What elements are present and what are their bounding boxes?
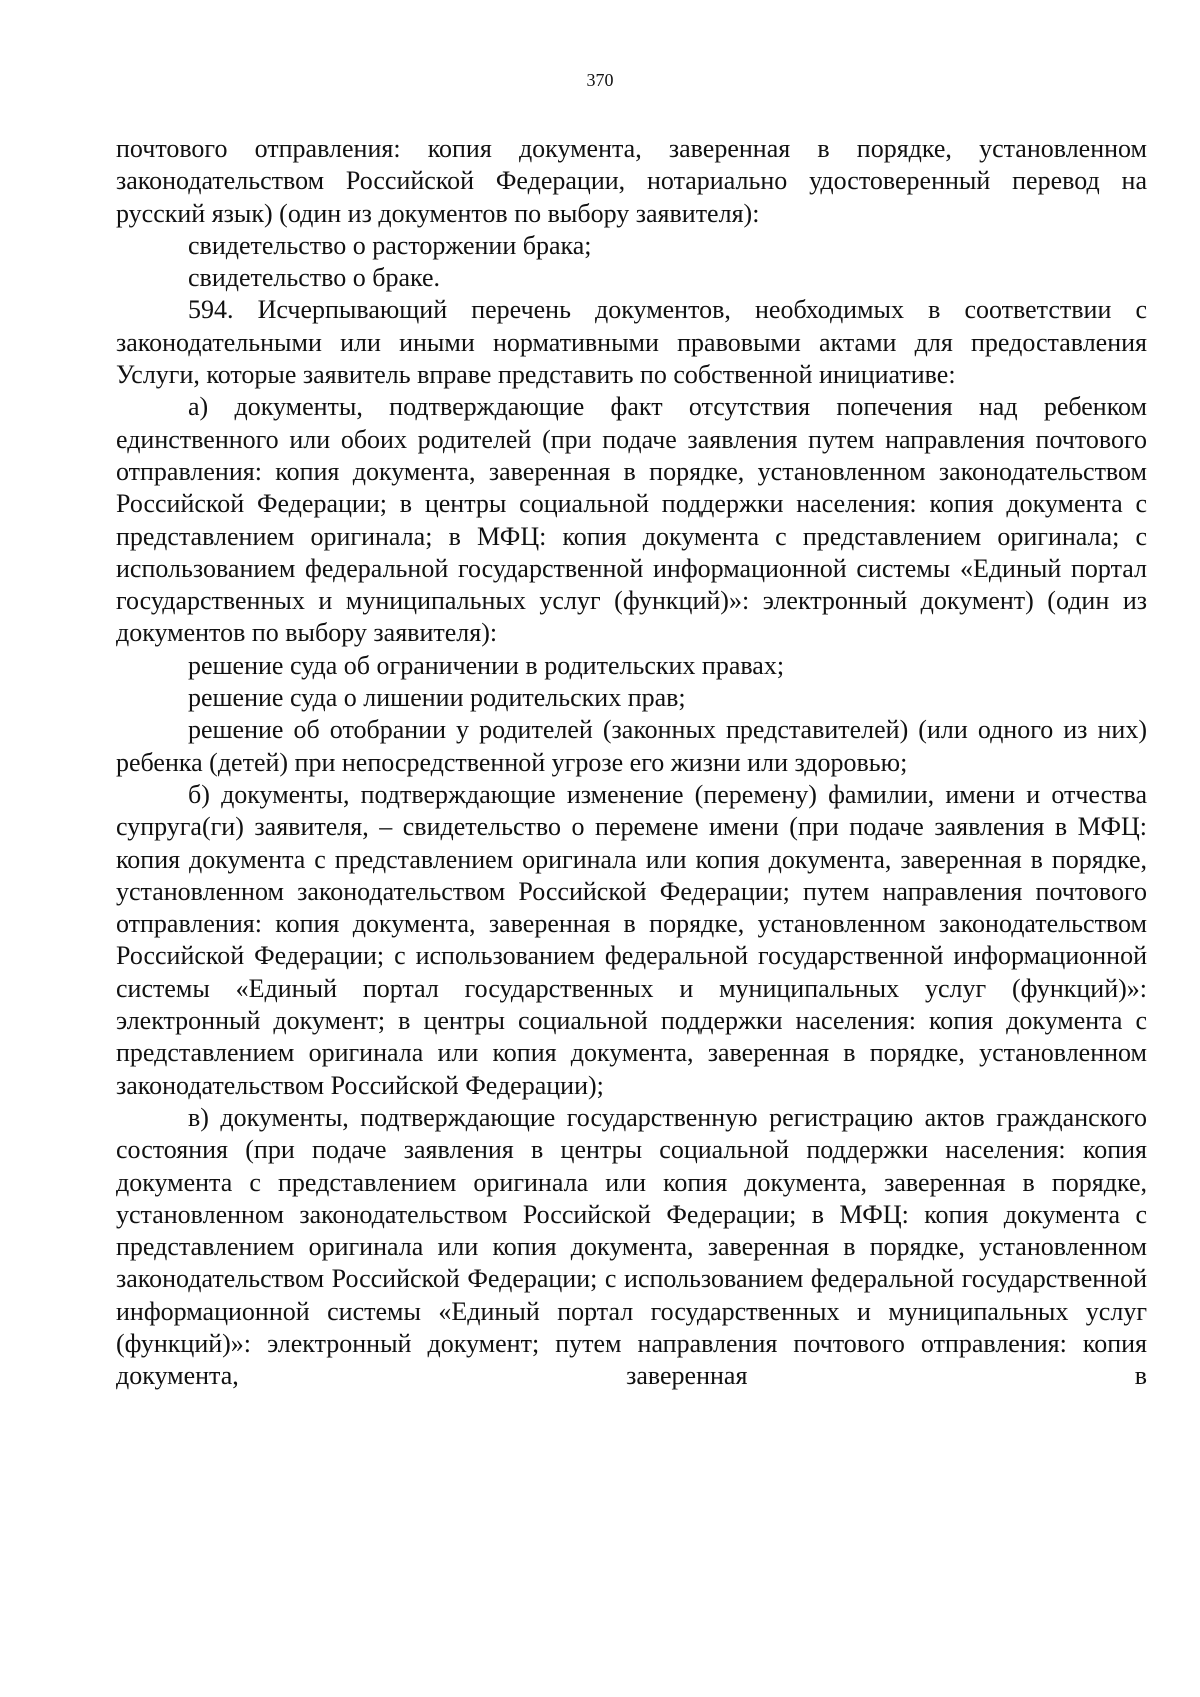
subparagraph-a: а) документы, подтверждающие факт отсутствия попечения над ребенком единственного или обоих родителей (при подаче заявления путем направления почтового отправления: копия документа, заверенная в порядке, установленном законодательством Российской Федерации; в центры социальной поддержки населения: копия документа с представлением оригинала; в МФЦ: копия документа с представлением оригинала; с использованием федеральной государственной информационной системы «Единый портал государственных и муниципальных услуг (функций)»: электронный документ) (один из документов по выбору заявителя): [116,392,1147,648]
list-item-court-restriction: решение суда об ограничении в родительских правах; [188,650,785,680]
document-body [116,133,1147,1393]
list-item-court-deprivation: решение суда о лишении родительских прав; [188,683,686,713]
list-item-removal-decision: решение об отобрании у родителей (законных представителей) (или одного из них) ребенка (детей) при непосредственной угрозе его жизни или здоровью; [116,715,1147,777]
page-number: 370 [586,70,614,90]
list-item-divorce-certificate: свидетельство о расторжении брака; [188,230,592,260]
paragraph-continuation: почтового отправления: копия документа, заверенная в порядке, установленном законодательством Российской Федерации, нотариально удостоверенный перевод на русский язык) (один из документов по выбору заявителя): [116,134,1147,228]
paragraph-594: 594. Исчерпывающий перечень документов, необходимых в соответствии с законодательными или иными нормативными правовыми актами для предоставления Услуги, которые заявитель вправе представить по собственной инициативе: [116,295,1147,390]
subparagraph-v: в) документы, подтверждающие государственную регистрацию актов гражданского состояния (при подаче заявления в центры социальной поддержки населения: копия документа с представлением оригинала или копия документа, заверенная в порядке, установленном законодательством Российской Федерации; в МФЦ: копия документа с представлением оригинала или копия документа, заверенная в порядке, установленном законодательством Российской Федерации; с использованием федеральной государственной информационной системы «Единый портал государственных и муниципальных услуг (функций)»: электронный документ; путем направления почтового отправления: копия документа, заверенная в [116,1102,1147,1391]
subparagraph-b: б) документы, подтверждающие изменение (перемену) фамилии, имени и отчества супруга(ги) заявителя, – свидетельство о перемене имени (при подаче заявления в МФЦ: копия документа с представлением оригинала или копия документа, заверенная в порядке, установленном законодательством Российской Федерации; путем направления почтового отправления: копия документа, заверенная в порядке, установленном законодательством Российской Федерации; с использованием федеральной государственной информационной системы «Единый портал государственных и муниципальных услуг (функций)»: электронный документ; в центры социальной поддержки населения: копия документа с представлением оригинала или копия документа, заверенная в порядке, установленном законодательством Российской Федерации); [116,779,1147,1100]
list-item-marriage-certificate: свидетельство о браке. [188,263,441,293]
